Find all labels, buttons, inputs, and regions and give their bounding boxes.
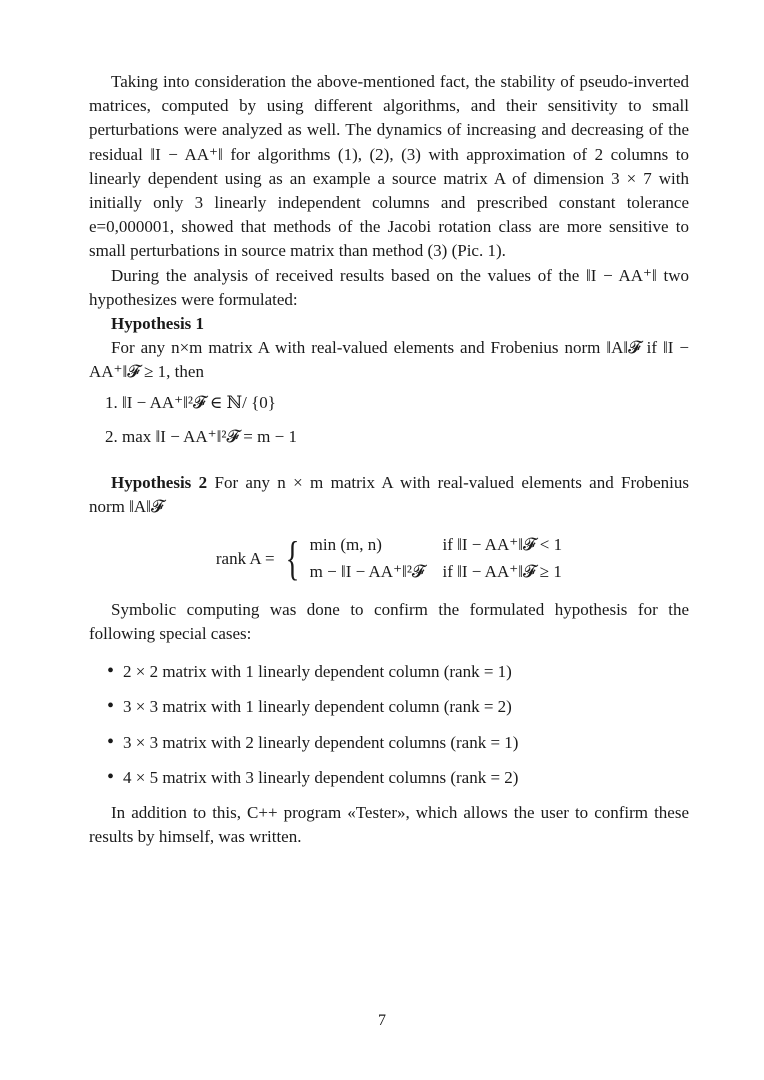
paragraph-tester-program: In addition to this, C++ program «Tester», which allows the user to confirm these results by himself, was written. bbox=[89, 803, 689, 847]
rank-formula bbox=[89, 533, 689, 583]
list-item: • 3 × 3 matrix with 1 linearly dependent column (rank = 2) bbox=[107, 695, 689, 719]
case-2-condition: if ‖I − AA⁺‖𝓕 ≥ 1 bbox=[442, 561, 562, 581]
hypothesis-1-item: 2. max ‖I − AA⁺‖²𝓕 = m − 1 bbox=[105, 426, 297, 446]
list-item: • 4 × 5 matrix with 3 linearly dependent columns (rank = 2) bbox=[107, 766, 689, 790]
case-1-condition: if ‖I − AA⁺‖𝓕 < 1 bbox=[442, 535, 563, 555]
hypothesis-1-text: For any n×m matrix A with real-valued elements and Frobenius norm ‖A‖𝓕 if ‖I − AA⁺‖𝓕 ≥ 1, then bbox=[89, 338, 689, 382]
rank-formula-lhs: rank A = bbox=[215, 548, 275, 568]
special-cases-list bbox=[89, 660, 689, 790]
paragraph-hypotheses-intro: During the analysis of received results based on the values of the ‖I − AA⁺‖ two hypothesizes were formulated: bbox=[89, 265, 689, 309]
left-brace-icon: { bbox=[285, 531, 300, 585]
hypothesis-2-title: Hypothesis 2 bbox=[111, 473, 208, 493]
case-1-value: min (m, n) bbox=[309, 535, 382, 555]
hypothesis-1-item: 1. ‖I − AA⁺‖²𝓕 ∈ ℕ/ {0} bbox=[105, 392, 276, 412]
paragraph-symbolic-computing: Symbolic computing was done to confirm the formulated hypothesis for the following special cases: bbox=[89, 599, 689, 644]
case-2-value: m − ‖I − AA⁺‖²𝓕 bbox=[309, 561, 425, 581]
paragraph-stability-analysis: Taking into consideration the above-mentioned fact, the stability of pseudo-inverted matrices, computed by using different algorithms, and their sensitivity to small perturbations were analyzed as well. The dynamics of increasing and decreasing of the residual ‖I − AA⁺‖ for algorithms (1), (2), (3) with approximation of 2 columns to linearly dependent using as an example a source matrix A of dimension 3 × 7 with initially only 3 linearly independent columns and prescribed constant tolerance e=0,000001, showed that methods of the Jacobi rotation class are more sensitive to small perturbations in source matrix than method (3) (Pic. 1). bbox=[89, 72, 689, 261]
hypothesis-1-title: Hypothesis 1 bbox=[111, 314, 205, 334]
hypothesis-2-text: For any n × m matrix A with real-valued elements and Frobenius norm ‖A‖𝓕 bbox=[89, 473, 690, 517]
page-number: 7 bbox=[378, 1012, 386, 1029]
hypothesis-1-list bbox=[89, 391, 689, 449]
list-item: • 3 × 3 matrix with 2 linearly dependent columns (rank = 1) bbox=[107, 731, 689, 755]
rank-formula-cases bbox=[310, 533, 563, 583]
list-item: • 2 × 2 matrix with 1 linearly dependent column (rank = 1) bbox=[107, 660, 689, 684]
page-body bbox=[89, 70, 689, 849]
hypothesis-2-paragraph bbox=[89, 471, 689, 519]
